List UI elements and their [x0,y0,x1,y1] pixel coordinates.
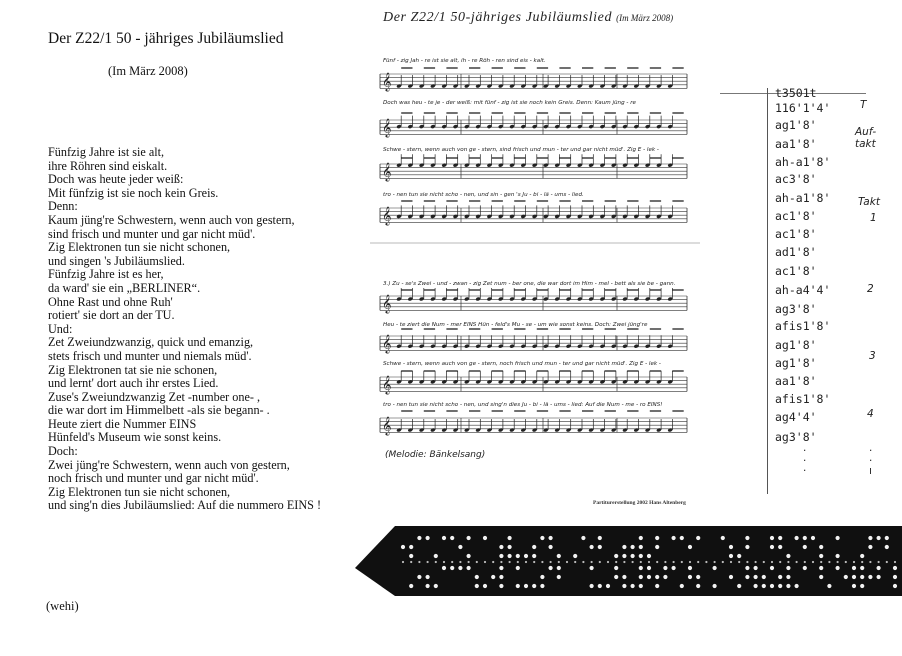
sheet-music [365,10,715,515]
punch-code-line: ag1'8' [775,338,817,352]
punched-tape [355,518,902,604]
punch-code-line: ah-a1'8' [775,191,831,205]
punch-code-line: ah-a4'4' [775,283,831,297]
sheet-title-note: (Im März 2008) [616,13,674,23]
stanza-line: Mit fünfzig ist sie noch kein Greis. [48,185,219,200]
note-takt: Takt [858,196,880,208]
punch-code-line: ag4'4' [775,410,817,424]
lyrics-title: Der Z22/1 50 - jähriges Jubiläumslied [48,30,284,47]
stanza-line: Zet Zweiundzwanzig, quick und emanzig, [48,335,254,350]
stanza-line: Doch was heute jeder weiß: [48,172,184,187]
stanza-line: Zig Elektronen tat sie nie schonen, [48,362,218,377]
treble-clef-icon: 𝄞 [382,206,392,225]
lyric-line: tro - nen tun sie nicht scho - nen, und sin - gen 's Ju - bi - lä - ums - lied. [383,192,584,198]
lyrics-stanzas [48,146,321,513]
treble-clef-icon: 𝄞 [382,416,392,435]
stanza-line: und singen 's Jubiläumslied. [48,253,185,268]
staff [380,329,687,354]
credit-line: Partiturerstellung 2002 Hans Altenberg [593,500,686,506]
punch-code-line: ag3'8' [775,430,817,444]
stanza-line: die war dort im Himmelbett -als sie begann- . [48,403,270,418]
ellipsis-dots: · · · [803,445,807,477]
punch-code-line: ad1'8' [775,245,817,259]
treble-clef-icon: 𝄞 [382,294,392,313]
stanza-line: Fünfzig Jahre ist sie alt, [48,145,165,159]
punch-code-line: aa1'8' [775,137,817,151]
punch-code-line: ag1'8' [775,118,817,132]
punch-code-line: ag3'8' [775,302,817,316]
stanza-line: sind frisch und munter und gar nicht müd'. [48,226,256,241]
lyric-line: Doch was heu - te je - der weiß: mit fünf - zig ist sie noch kein Greis. Denn: Kaum jüng - re [383,100,636,106]
treble-clef-icon: 𝄞 [382,72,392,91]
treble-clef-icon: 𝄞 [382,334,392,353]
stanza-line: rotiert' sie dort an der TU. [48,308,175,323]
treble-clef-icon: 𝄞 [382,118,392,137]
staff [380,68,687,92]
lyric-line: Schwe - stern, wenn auch von ge - stern, sind frisch und mun - ter und gar nicht müd'. Zig E - lek - [383,147,659,153]
stanza-line: Denn: [48,199,78,214]
stanza-line: Kaum jüng're Schwestern, wenn auch von gestern, [48,212,295,227]
punch-code-line: ag1'8' [775,356,817,370]
note-auftakt: Auf- takt [855,126,877,150]
stanza-line: noch frisch und munter und gar nicht müd'. [48,471,259,486]
punch-code-line: ac1'8' [775,264,817,278]
note-t: T [860,99,867,111]
punch-code-line: aa1'8' [775,374,817,388]
punch-code-line: afis1'8' [775,392,831,406]
melody-note: (Melodie: Bänkelsang) [385,450,486,460]
stanza-line: stets frisch und munter und niemals müd'. [48,348,252,363]
lyrics-panel [0,0,370,656]
lyric-line: Fünf - zig Jah - re ist sie alt, ih - re Röh - ren sind eis - kalt. [383,58,546,64]
stanza-line: ihre Röhren sind eiskalt. [48,158,168,173]
punch-code-line: afis1'8' [775,319,831,333]
lyric-line: 3.) Zu - se's Zwei - und - zwan - zig Zet num - ber one, die war dort im Him - mel - bett als sie be - gann. [383,281,676,287]
note-3: 3 [869,350,876,362]
punch-code-line: ah-a1'8' [775,155,831,169]
lyric-line: Heu - te ziert die Num - mer EINS Hün - feld's Mu - se - um wie sonst keins. Doch: Zwei jüng're [383,322,648,328]
stanza-line: Heute ziert die Nummer EINS [48,416,197,431]
staff [380,371,687,395]
music-staves [365,10,715,450]
treble-clef-icon: 𝄞 [382,375,392,394]
lyric-line: Schwe - stern, wenn auch von ge - stern, noch frisch und mun - ter und gar nicht müd'. Zig E - lek - [383,361,661,367]
ellipsis-dots: · · ı [869,445,873,477]
stanza-line: und lernt' dort auch ihr erstes Lied. [48,376,219,391]
stanza-line: Ohne Rast und ohne Ruh' [48,294,173,309]
staff [380,411,687,436]
sheet-title-main: Der Z22/1 50-jähriges Jubiläumslied [383,10,613,25]
stanza-line: Zuse's Zweiundzwanzig Zet -number one- , [48,389,261,404]
staff [380,201,687,226]
stanza-line: Zig Elektronen tun sie nicht schonen, [48,240,231,255]
stanza-line: Hünfeld's Museum wie sonst keins. [48,430,222,445]
stanza-line: und sing'n dies Jubiläumslied: Auf die nummero EINS ! [48,498,322,513]
stanza-line: Und: [48,321,73,336]
lyric-line: tro - nen tun sie nicht scho - nen, und sing'n dies Ju - bi - lä - ums - lied: Auf die Num - me - ro EINS! [383,402,663,408]
stanza-line: Fünfzig Jahre ist es her, [48,267,164,282]
staff [380,154,687,182]
note-2: 2 [867,283,874,295]
stanza-line: da ward' sie ein „BERLINER“. [48,280,201,295]
stanza-line: Zig Elektronen tun sie nicht schonen, [48,484,231,499]
author-signature: (wehi) [46,599,79,613]
punch-code-line: t3501t [775,86,817,100]
note-1: 1 [870,212,877,224]
lyrics-subtitle: (Im März 2008) [108,64,188,78]
stanza-line: Doch: [48,444,78,459]
punch-code-line: 116'1'4' [775,101,831,115]
staff [380,288,687,314]
punch-code-line: ac1'8' [775,209,817,223]
stanza-line: Zwei jüng're Schwestern, wenn auch von gestern, [48,457,290,472]
note-4: 4 [867,408,874,420]
punch-code-line: ac1'8' [775,227,817,241]
treble-clef-icon: 𝄞 [382,162,392,181]
punch-code-line: ac3'8' [775,172,817,186]
staff [380,113,687,138]
